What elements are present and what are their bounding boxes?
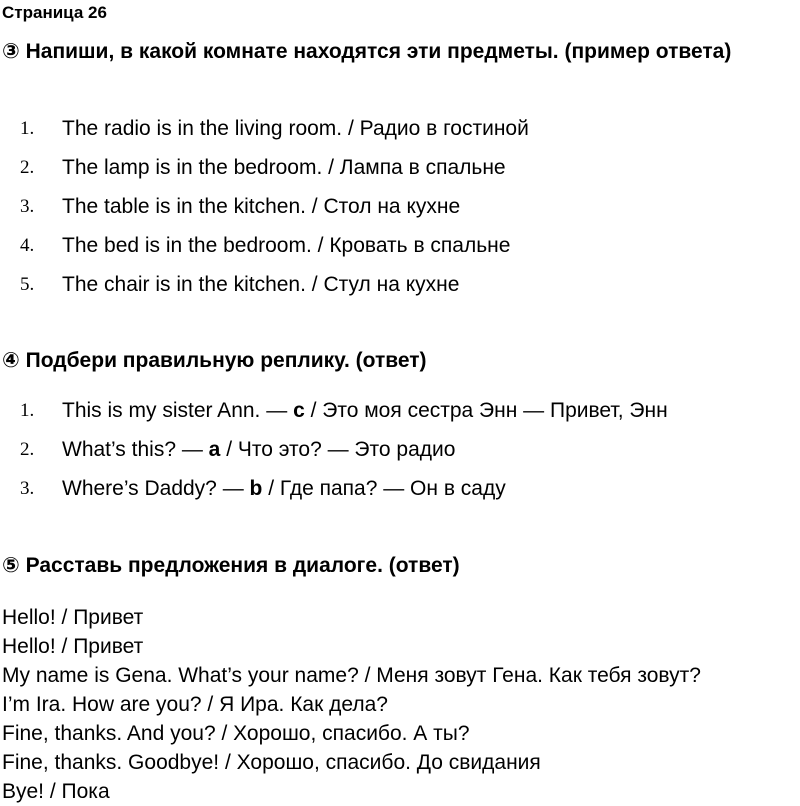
dialog-line: Bye! / Пока bbox=[2, 780, 110, 803]
item-number: 3. bbox=[20, 478, 35, 499]
item-text: The bed is in the bedroom. / Кровать в спальне bbox=[62, 234, 511, 257]
section-4-heading: ④ Подбери правильную реплику. (ответ) bbox=[2, 349, 427, 372]
item-question: This is my sister Ann. — bbox=[62, 399, 294, 422]
section-5-heading: ⑤ Расставь предложения в диалоге. (ответ) bbox=[2, 554, 460, 577]
item-answer-letter: a bbox=[208, 438, 221, 461]
dialog-line: My name is Gena. What’s your name? / Меня зовут Гена. Как тебя зовут? bbox=[2, 664, 701, 687]
list-item bbox=[0, 189, 800, 228]
page-label: Страница 26 bbox=[2, 3, 107, 22]
list-item bbox=[0, 111, 800, 150]
item-text: The radio is in the living room. / Радио в гостиной bbox=[62, 117, 529, 140]
item-question: Where’s Daddy? — bbox=[62, 477, 250, 500]
item-translation: / Это моя сестра Энн — Привет, Энн bbox=[304, 399, 668, 422]
dialog-line: Fine, thanks. And you? / Хорошо, спасибо. А ты? bbox=[2, 722, 470, 745]
item-number: 1. bbox=[20, 118, 35, 139]
item-text: The chair is in the kitchen. / Стул на кухне bbox=[62, 273, 460, 296]
item-number: 2. bbox=[20, 157, 35, 178]
item-number: 1. bbox=[20, 400, 35, 421]
item-number: 5. bbox=[20, 274, 35, 295]
section-4-list bbox=[0, 393, 800, 510]
item-number: 2. bbox=[20, 439, 35, 460]
item-answer-letter: b bbox=[249, 477, 263, 500]
item-text: The table is in the kitchen. / Стол на кухне bbox=[62, 195, 461, 218]
list-item bbox=[0, 471, 800, 510]
dialog-line: Hello! / Привет bbox=[2, 635, 144, 658]
item-text bbox=[62, 471, 506, 507]
dialog-line: Hello! / Привет bbox=[2, 606, 144, 629]
section-3-heading: ③ Напиши, в какой комнате находятся эти предметы. (пример ответа) bbox=[2, 40, 732, 63]
item-answer-letter: c bbox=[293, 399, 305, 422]
item-number: 3. bbox=[20, 196, 35, 217]
dialog-line: I’m Ira. How are you? / Я Ира. Как дела? bbox=[2, 693, 388, 716]
list-item bbox=[0, 228, 800, 267]
list-item bbox=[0, 150, 800, 189]
dialog-line: Fine, thanks. Goodbye! / Хорошо, спасибо. До свидания bbox=[2, 751, 541, 774]
list-item bbox=[0, 267, 800, 306]
item-number: 4. bbox=[20, 235, 35, 256]
item-text bbox=[62, 393, 668, 429]
item-question: What’s this? — bbox=[62, 438, 209, 461]
list-item bbox=[0, 432, 800, 471]
item-translation: / Что это? — Это радио bbox=[220, 438, 456, 461]
dialog-lines bbox=[2, 603, 701, 806]
list-item bbox=[0, 393, 800, 432]
item-text bbox=[62, 432, 455, 468]
item-text: The lamp is in the bedroom. / Лампа в спальне bbox=[62, 156, 506, 179]
item-translation: / Где папа? — Он в саду bbox=[262, 477, 506, 500]
section-3-list bbox=[0, 111, 800, 306]
